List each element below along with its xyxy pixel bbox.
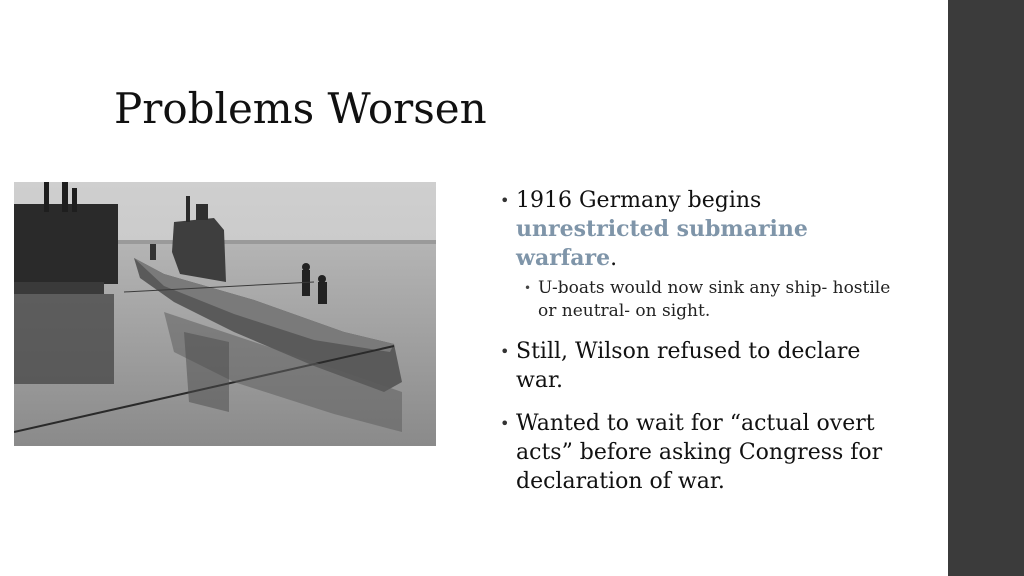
sub-bullet-item: • U-boats would now sink any ship- hostile or neutral- on sight. [516,277,910,323]
bullet-item: • Still, Wilson refused to declare war. [500,337,910,395]
slide-title: Problems Worsen [114,84,487,133]
bullet-text-end: . [610,246,618,271]
bullet-list [500,186,910,510]
bullet-item [500,186,910,323]
sub-bullet-list [516,277,910,323]
highlighted-term: unrestricted submarine warfare [516,216,808,271]
bullet-text: 1916 Germany begins [516,188,762,213]
right-sidebar-bar [948,0,1024,576]
submarine-photo [14,182,436,446]
submarine-icon [14,182,436,446]
bullet-item: • Wanted to wait for “actual overt acts” before asking Congress for declaration of war. [500,409,910,496]
